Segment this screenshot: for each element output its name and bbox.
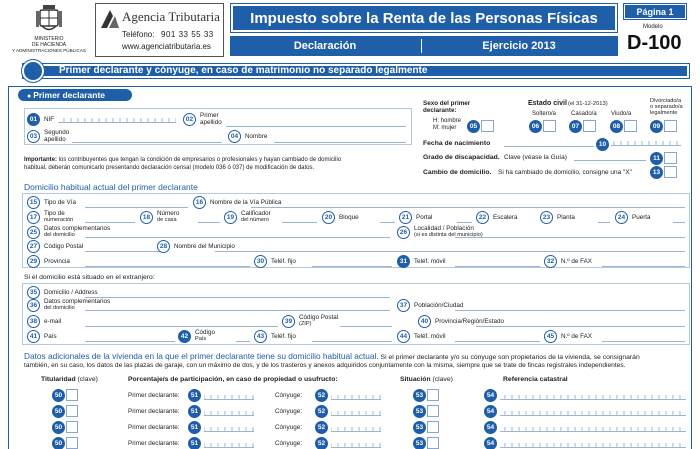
referencia-input[interactable] (500, 425, 686, 432)
agency-logo-icon (99, 8, 121, 30)
divorciado-label-1: Divorciado/a (650, 98, 682, 104)
field-input-39[interactable] (340, 326, 392, 327)
segundo-apellido-label-2: apellido (44, 136, 66, 143)
referencia-input[interactable] (500, 409, 686, 416)
field-num-32: 32 (544, 255, 557, 268)
importante-text-1: los contribuyentes que tengan la condición de empresarios o profesionales y hayan cambiado de domicilio (57, 157, 342, 163)
nif-label: NIF (44, 116, 55, 123)
casado-checkbox[interactable] (583, 120, 596, 132)
title-banner (230, 3, 618, 33)
field-num-41: 41 (27, 330, 40, 343)
field-num-13: 13 (650, 166, 663, 179)
field-label-41: País (44, 333, 57, 340)
domicilio-block (22, 193, 690, 268)
field-num-10: 10 (596, 138, 609, 151)
field-label-35: Domicilio / Address (44, 289, 98, 296)
col-titularidad (41, 376, 98, 383)
sexo-h: H: hombre (433, 118, 462, 124)
field-num-03: 03 (27, 130, 40, 143)
porcentaje-cy-num: 52 (315, 389, 328, 402)
col-porcentaje: Porcentaje/s de participación, en caso de propiedad o usufructo: (128, 376, 338, 383)
agency-website[interactable]: www.agenciatributaria.es (122, 42, 211, 51)
field-label-44: Teléf. móvil (414, 333, 446, 340)
field-num-31: 31 (397, 255, 410, 268)
sexo-title-2: declarante: (423, 107, 457, 114)
primer-apellido-label-2: apellido (200, 119, 222, 126)
field-num-38: 38 (27, 315, 40, 328)
col-situacion-hint: (clave) (432, 376, 453, 383)
field-input-27[interactable] (85, 251, 165, 252)
importante-bold: Importante: (24, 157, 57, 163)
field-label-25-a: Datos complementarios (44, 225, 111, 232)
soltero-checkbox[interactable] (543, 120, 556, 132)
modelo-code: D-100 (627, 32, 682, 54)
field-input-30[interactable] (312, 266, 392, 267)
titularidad-input[interactable] (66, 421, 78, 433)
field-num-02: 02 (183, 113, 196, 126)
discapacidad-hint: Clave (véase la Guía) (504, 154, 567, 161)
field-label-26-b: (si es distinta del municipio) (414, 232, 483, 238)
field-num-09: 09 (650, 120, 663, 133)
field-input-16[interactable] (251, 207, 685, 208)
cambio-domicilio-checkbox[interactable] (664, 166, 677, 178)
field-input-38[interactable] (85, 326, 278, 327)
field-label-30: Teléf. fijo (271, 258, 296, 265)
field-num-25: 25 (27, 226, 40, 239)
field-num-42: 42 (178, 330, 191, 343)
field-label-42-b: País (195, 336, 207, 342)
field-num-43: 43 (254, 330, 267, 343)
page-title: Impuesto sobre la Renta de las Personas Físicas (233, 6, 615, 30)
sexo-title-1: Sexo del primer (423, 100, 471, 107)
field-num-06: 06 (529, 120, 542, 133)
ejercicio-label: Ejercicio 2013 (482, 40, 556, 52)
section-bullet-icon (22, 60, 44, 82)
field-label-17-a: Tipo de (44, 210, 65, 217)
situacion-num: 53 (413, 421, 426, 434)
field-input-35[interactable] (85, 297, 390, 298)
field-num-28: 28 (157, 240, 170, 253)
nif-input[interactable] (58, 116, 176, 123)
discapacidad-label: Grado de discapacidad. (423, 154, 500, 161)
divorciado-label-3: legalmente (650, 110, 678, 116)
discapacidad-rule (574, 160, 646, 161)
ministerio-line1: MINISTERIO (34, 36, 64, 42)
field-num-35: 35 (27, 286, 40, 299)
page-badge (623, 3, 687, 20)
primer-apellido-label-1: Primer (200, 112, 219, 119)
primer-declarante-row-label: Primer declarante: (128, 392, 180, 399)
porcentaje-pd-input[interactable] (204, 425, 254, 432)
importante-line-1 (24, 157, 341, 164)
estado-civil-title: Estado civil (528, 100, 567, 107)
porcentaje-cy-input[interactable] (331, 425, 381, 432)
field-label-28: Nombre del Municipio (174, 243, 235, 250)
referencia-num: 54 (484, 405, 497, 418)
field-num-36: 36 (27, 299, 40, 312)
field-num-40: 40 (418, 315, 431, 328)
tab-label: Primer declarante (33, 90, 106, 100)
situacion-num: 53 (413, 405, 426, 418)
field-input-45[interactable] (602, 341, 685, 342)
porcentaje-pd-num: 51 (188, 389, 201, 402)
cambio-domicilio-hint: Si ha cambiado de domicilio, consigne una "X" (498, 169, 632, 176)
field-label-40: Provincia/Región/Estado (435, 318, 504, 325)
field-num-45: 45 (544, 330, 557, 343)
porcentaje-pd-input[interactable] (204, 393, 254, 400)
field-label-23: Planta (557, 214, 575, 221)
field-input-44[interactable] (455, 341, 540, 342)
field-label-16: Nombre de la Vía Pública (210, 199, 282, 206)
declaracion-label: Declaración (293, 40, 357, 52)
vivienda-text-2: también, en su caso, los datos de las plazas de garaje, con un máximo de dos, y de los trasteros y anexos adquiridos conjuntamente con la misma, siempre que se trate de fincas registrales independientes. (24, 362, 626, 369)
referencia-input[interactable] (500, 393, 686, 400)
field-label-42-a: Código (195, 329, 215, 336)
field-label-22: Escalera (493, 214, 518, 221)
col-situacion-label: Situación (400, 376, 431, 383)
field-label-29: Provincia (44, 258, 70, 265)
fecha-nacimiento-rule (504, 146, 594, 147)
sexo-m: M: mujer (433, 125, 457, 131)
field-num-04: 04 (228, 130, 241, 143)
nombre-label: Nombre (245, 133, 268, 140)
situacion-input[interactable] (427, 405, 439, 417)
field-label-18-b: de casa (157, 217, 177, 223)
situacion-num: 53 (413, 437, 426, 449)
porcentaje-pd-input[interactable] (204, 409, 254, 416)
porcentaje-pd-num: 51 (188, 405, 201, 418)
col-titularidad-label: Titularidad (41, 376, 76, 383)
primer-declarante-row-label: Primer declarante: (128, 424, 180, 431)
divorciado-label-2: o separado/a (650, 104, 683, 110)
importante-text-2: habitual, deberán comunicarlo presentando declaración censal (modelo 036 ó 037) de modificación de datos. (24, 165, 315, 171)
ministerio-line3: Y ADMINISTRACIONES PÚBLICAS (12, 48, 86, 53)
situacion-input[interactable] (427, 389, 439, 401)
viudo-checkbox[interactable] (624, 120, 637, 132)
phone-label: Teléfono: (122, 30, 155, 39)
soltero-label: Soltero/a (532, 111, 557, 117)
tab-bullet-icon: ● (27, 93, 34, 100)
conyuge-row-label: Cónyuge: (275, 392, 302, 399)
referencia-num: 54 (484, 437, 497, 449)
field-label-17-b: numeración (44, 217, 74, 223)
cambio-domicilio-label: Cambio de domicilio. (423, 169, 492, 176)
field-input-23[interactable] (598, 222, 610, 223)
field-num-27: 27 (27, 240, 40, 253)
field-label-26-a: Localidad / Población (414, 225, 474, 232)
field-num-21: 21 (399, 211, 412, 224)
field-num-07: 07 (569, 120, 582, 133)
casado-label: Casado/a (571, 111, 597, 117)
section-title: Primer declarante y cónyuge, en caso de matrimonio no separado legalmente (25, 66, 687, 76)
primer-declarante-tab (18, 89, 132, 101)
referencia-input[interactable] (500, 441, 686, 448)
primer-declarante-row-label: Primer declarante: (128, 440, 180, 447)
field-num-20: 20 (322, 211, 335, 224)
vivienda-title: Datos adicionales de la vivienda en la que el primer declarante tiene su domicilio habitual actual. (24, 351, 379, 361)
field-num-05: 05 (467, 120, 480, 133)
porcentaje-cy-input[interactable] (331, 409, 381, 416)
conyuge-row-label: Cónyuge: (275, 408, 302, 415)
field-label-43: Teléf. fijo (271, 333, 296, 340)
field-num-39: 39 (282, 315, 295, 328)
field-num-26: 26 (397, 226, 410, 239)
field-label-38: e-mail (44, 318, 62, 325)
titularidad-input[interactable] (66, 405, 78, 417)
coat-of-arms-icon (36, 5, 62, 33)
field-input-26[interactable] (455, 237, 685, 238)
titularidad-num: 50 (52, 405, 65, 418)
porcentaje-pd-num: 51 (188, 437, 201, 449)
titularidad-input[interactable] (66, 389, 78, 401)
ministerio-logo (8, 3, 90, 59)
sexo-input[interactable] (481, 120, 494, 132)
field-label-37: Población/Ciudad (414, 302, 464, 309)
field-num-01: 01 (27, 113, 40, 126)
field-label-19-b: del número (241, 217, 269, 223)
porcentaje-pd-num: 51 (188, 421, 201, 434)
fecha-nacimiento-label: Fecha de nacimiento (423, 140, 491, 147)
porcentaje-cy-num: 52 (315, 405, 328, 418)
modelo-label: Modelo (643, 24, 663, 30)
titularidad-num: 50 (52, 389, 65, 402)
domicilio-title: Domicilio habitual actual del primer declarante (24, 182, 198, 192)
agency-name: Agencia Tributaria (122, 9, 220, 24)
field-input-31[interactable] (455, 266, 540, 267)
porcentaje-pd-input[interactable] (204, 441, 254, 448)
phone-number: 901 33 55 33 (161, 30, 214, 39)
field-input-32[interactable] (602, 266, 685, 267)
nombre-input[interactable] (274, 142, 406, 143)
field-input-37[interactable] (455, 310, 685, 311)
field-num-30: 30 (254, 255, 267, 268)
discapacidad-input[interactable] (664, 152, 677, 164)
page-number: Página 1 (625, 5, 685, 18)
field-num-44: 44 (397, 330, 410, 343)
field-input-43[interactable] (312, 341, 392, 342)
field-label-20: Bloque (339, 214, 359, 221)
field-label-31: Teléf. móvil (414, 258, 446, 265)
field-num-08: 08 (610, 120, 623, 133)
field-num-22: 22 (476, 211, 489, 224)
field-label-32: N.º de FAX (561, 258, 592, 265)
field-label-24: Puerta (632, 214, 651, 221)
field-input-19[interactable] (282, 222, 317, 223)
field-input-25[interactable] (85, 237, 390, 238)
situacion-input[interactable] (427, 437, 439, 449)
field-num-15: 15 (27, 196, 40, 209)
fecha-nacimiento-input[interactable] (611, 139, 681, 146)
conyuge-row-label: Cónyuge: (275, 440, 302, 447)
porcentaje-cy-num: 52 (315, 421, 328, 434)
vivienda-text-1: Si el primer declarante y/o su cónyuge son propietarios de la vivienda, se consignarán (378, 354, 640, 361)
field-label-18-a: Número (157, 210, 180, 217)
field-label-25-b: del domicilio (44, 232, 75, 238)
situacion-input[interactable] (427, 421, 439, 433)
primer-apellido-input[interactable] (226, 126, 406, 127)
conyuge-row-label: Cónyuge: (275, 424, 302, 431)
segundo-apellido-label-1: Segundo (44, 129, 70, 136)
situacion-num: 53 (413, 389, 426, 402)
vivienda-line-1 (24, 352, 640, 362)
divorciado-checkbox[interactable] (664, 120, 677, 132)
field-input-17[interactable] (85, 222, 135, 223)
field-label-36-a: Datos complementarios (44, 298, 111, 305)
estado-civil-date: (el 31-12-2013) (568, 101, 608, 107)
field-input-41[interactable] (85, 341, 175, 342)
col-titularidad-hint: (clave) (77, 376, 98, 383)
porcentaje-cy-input[interactable] (331, 441, 381, 448)
field-input-21[interactable] (457, 222, 472, 223)
field-num-29: 29 (27, 255, 40, 268)
field-num-18: 18 (140, 211, 153, 224)
field-num-11: 11 (650, 152, 663, 165)
viudo-label: Viudo/a (611, 111, 632, 117)
field-label-21: Portal (416, 214, 433, 221)
field-num-23: 23 (540, 211, 553, 224)
field-input-29[interactable] (85, 266, 250, 267)
titularidad-input[interactable] (66, 437, 78, 449)
section-bar (22, 63, 690, 79)
referencia-num: 54 (484, 389, 497, 402)
field-label-45: N.º de FAX (561, 333, 592, 340)
field-label-15: Tipo de Vía (44, 199, 76, 206)
segundo-apellido-input[interactable] (72, 142, 222, 143)
field-label-39-a: Código Postal (299, 314, 339, 321)
ministerio-line2: DE HACIENDA (31, 42, 67, 48)
field-num-24: 24 (615, 211, 628, 224)
porcentaje-cy-input[interactable] (331, 393, 381, 400)
col-situacion (400, 376, 453, 383)
field-input-20[interactable] (380, 222, 395, 223)
field-input-15[interactable] (85, 207, 188, 208)
porcentaje-cy-num: 52 (315, 437, 328, 449)
agency-box (95, 3, 224, 57)
field-label-19-a: Calificador (241, 210, 271, 217)
referencia-num: 54 (484, 421, 497, 434)
primer-declarante-row-label: Primer declarante: (128, 408, 180, 415)
titularidad-num: 50 (52, 421, 65, 434)
field-label-36-b: del domicilio (44, 305, 75, 311)
titularidad-num: 50 (52, 437, 65, 449)
col-referencia: Referencia catastral (503, 376, 568, 383)
field-input-36[interactable] (85, 310, 390, 311)
extranjero-title: Si el domicilio está situado en el extranjero: (24, 274, 155, 281)
field-num-17: 17 (27, 211, 40, 224)
field-input-40[interactable] (476, 326, 685, 327)
field-num-16: 16 (193, 196, 206, 209)
field-input-28[interactable] (215, 251, 685, 252)
field-num-19: 19 (224, 211, 237, 224)
field-label-27: Código Postal (44, 243, 84, 250)
field-num-37: 37 (397, 299, 410, 312)
field-input-42[interactable] (236, 341, 250, 342)
field-label-39-b: (ZIP) (299, 321, 312, 327)
field-input-18[interactable] (198, 222, 220, 223)
field-input-24[interactable] (673, 222, 685, 223)
